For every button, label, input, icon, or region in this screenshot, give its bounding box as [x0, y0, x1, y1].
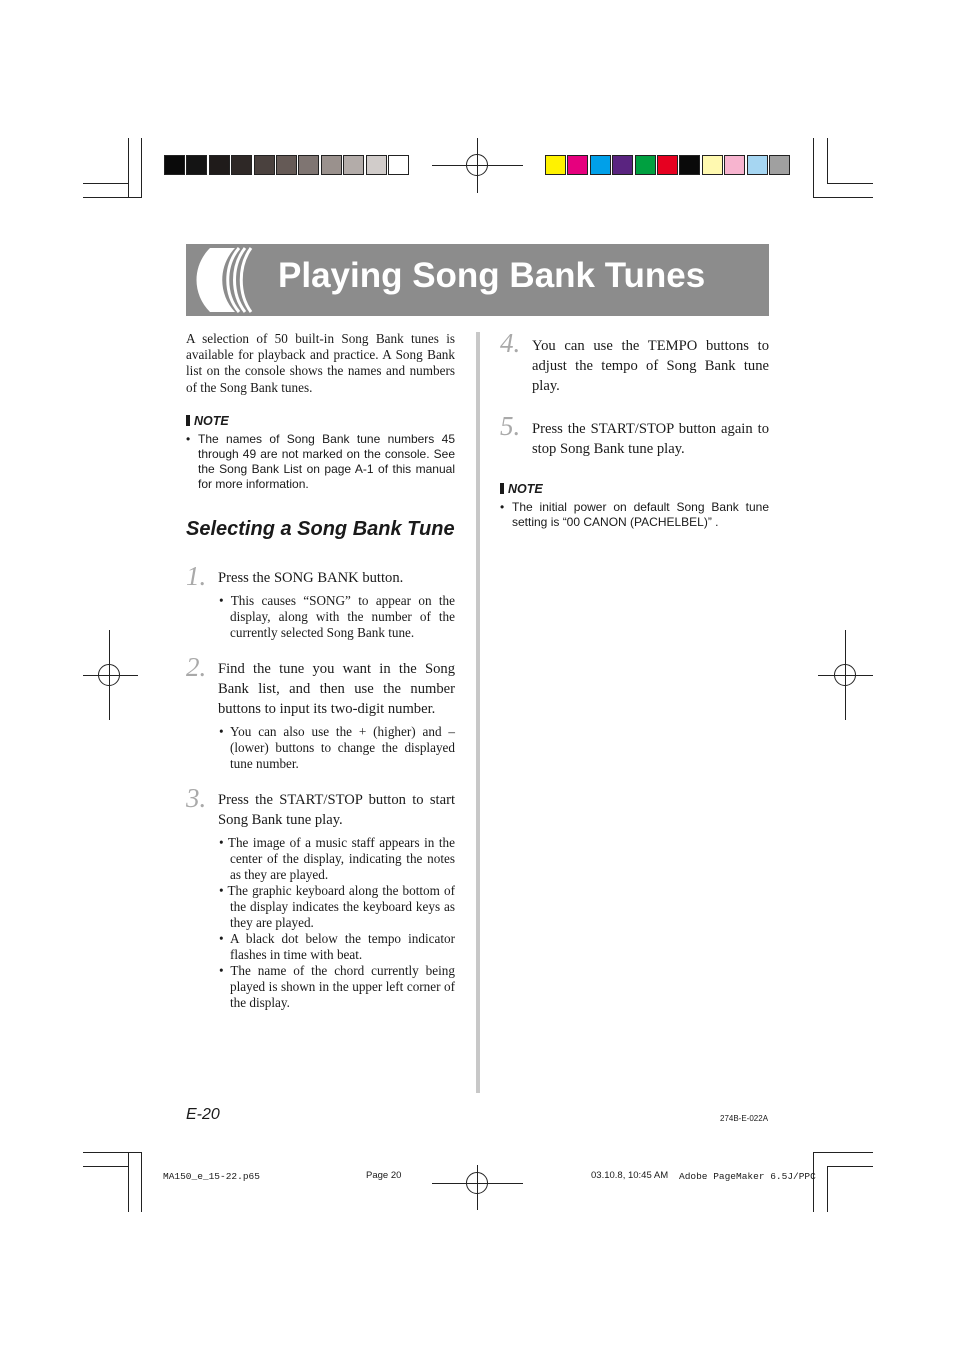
step-number: 4. [500, 328, 521, 358]
step-text: Press the START/STOP button to start Song Bank tune play. [218, 792, 455, 828]
step-text: Press the START/STOP button again to stop Song Bank tune play. [532, 421, 769, 457]
footer-page: Page 20 [366, 1170, 402, 1181]
color-swatch [679, 155, 700, 175]
footer-filename: MA150_e_15-22.p65 [163, 1171, 260, 1182]
step-number: 3. [186, 783, 207, 813]
column-divider [476, 332, 480, 1093]
step-bullets [219, 835, 455, 1011]
color-swatch [635, 155, 656, 175]
gray-swatch [276, 155, 297, 175]
gray-swatch [254, 155, 275, 175]
step-text: Press the SONG BANK button. [218, 570, 404, 586]
color-swatch [724, 155, 745, 175]
section-heading: Selecting a Song Bank Tune [186, 518, 455, 540]
step-bullets [219, 724, 455, 772]
note-block [500, 482, 769, 530]
step-number: 1. [186, 561, 207, 591]
color-swatch [769, 155, 790, 175]
note-item: • The initial power on default Song Bank tune setting is “00 CANON (PACHELBEL)” . [500, 500, 769, 529]
note-item: • The names of Song Bank tune numbers 45 through 49 are not marked on the console. See the Song Bank List on page A-1 of this manual for more information. [186, 432, 455, 491]
bullet-item: • You can also use the + (higher) and – (lower) buttons to change the displayed tune number. [219, 724, 455, 771]
bullet-item: • This causes “SONG” to appear on the display, along with the number of the currently selected Song Bank tune. [219, 593, 455, 640]
gray-swatch [388, 155, 409, 175]
gray-swatch [298, 155, 319, 175]
color-swatch [545, 155, 566, 175]
page-number: E-20 [186, 1106, 220, 1123]
gray-swatch [343, 155, 364, 175]
gray-swatch [366, 155, 387, 175]
color-swatch [747, 155, 768, 175]
bullet-item: • A black dot below the tempo indicator flashes in time with beat. [219, 931, 455, 962]
step-text: Find the tune you want in the Song Bank list, and then use the number buttons to input its two-digit number. [218, 661, 455, 717]
step-text: You can use the TEMPO buttons to adjust the tempo of Song Bank tune play. [532, 338, 769, 394]
gray-swatch [231, 155, 252, 175]
footer-application: Adobe PageMaker 6.5J/PPC [679, 1171, 816, 1182]
footer-date: 03.10.8, 10:45 AM [591, 1170, 669, 1181]
note-heading: NOTE [500, 482, 769, 496]
gray-swatch [186, 155, 207, 175]
step-number: 2. [186, 652, 207, 682]
document-code: 274B-E-022A [720, 1114, 769, 1123]
bullet-item: • The name of the chord currently being played is shown in the upper left corner of the display. [219, 963, 455, 1010]
bullet-item: • The image of a music staff appears in the center of the display, indicating the notes as they are played. [219, 835, 455, 882]
step-number: 5. [500, 411, 521, 441]
gray-swatch [164, 155, 185, 175]
color-swatch [657, 155, 678, 175]
step-bullets [219, 593, 455, 641]
gray-swatch [209, 155, 230, 175]
gray-swatch [321, 155, 342, 175]
color-swatch [612, 155, 633, 175]
bullet-item: • The graphic keyboard along the bottom of the display indicates the keyboard keys as they are played. [219, 883, 455, 930]
note-heading: NOTE [186, 414, 455, 428]
note-block [186, 414, 455, 492]
color-swatch [567, 155, 588, 175]
intro-paragraph: A selection of 50 built-in Song Bank tunes is available for playback and practice. A Song Bank list on the console shows the names and numbers of the Song Bank tunes. [186, 331, 455, 395]
note-marker-icon [500, 483, 504, 494]
color-swatch [590, 155, 611, 175]
title-arc-icon [190, 244, 262, 316]
page-title: Playing Song Bank Tunes [278, 256, 706, 295]
note-marker-icon [186, 415, 190, 426]
color-swatch [702, 155, 723, 175]
